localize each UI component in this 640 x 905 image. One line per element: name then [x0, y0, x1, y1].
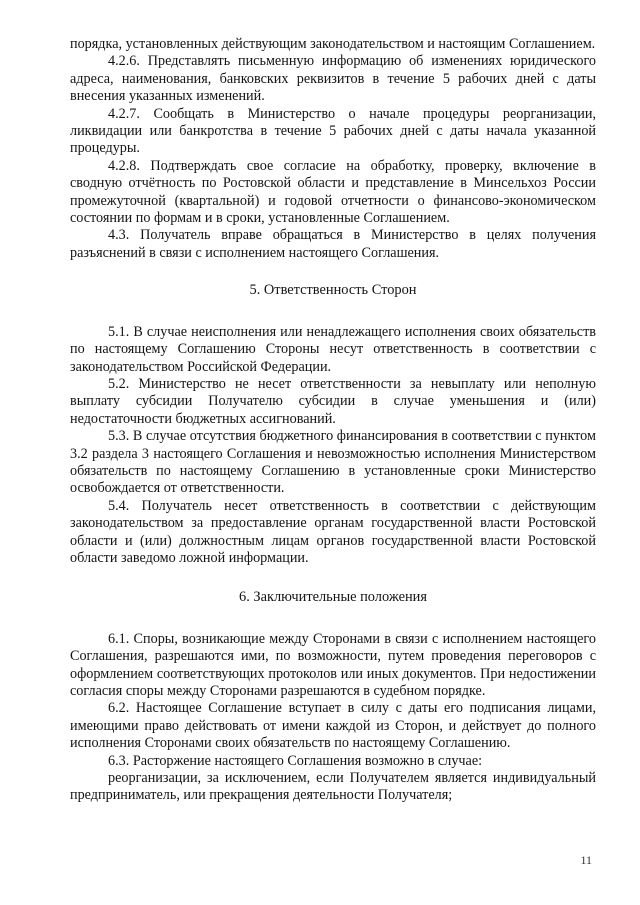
paragraph-6-1: 6.1. Споры, возникающие между Сторонами в связи с исполнением настоящего Соглашения, разрешаются ими, по возможности, путем проведения переговоров с оформлением соответствующих протоколов или иных документов. При недостижении согласия споры между Сторонами разрешаются в судебном порядке. — [70, 630, 596, 699]
page-number: 11 — [580, 853, 592, 867]
section-5-heading: 5. Ответственность Сторон — [249, 282, 417, 299]
paragraph-4-2-8: 4.2.8. Подтверждать свое согласие на обработку, проверку, включение в сводную отчётность по Ростовской области и представление в Минсельхоз России промежуточной (квартальной) и годовой отчетности о финансово-экономическом состоянии по формам и в сроки, установленные Соглашением. — [70, 157, 596, 227]
paragraph-5-4: 5.4. Получатель несет ответственность в соответствии с действующим законодательством за предоставление органам государственной власти Ростовской области и (или) должностным лицам органов государственной власти Ростовской области заведомо ложной информации. — [70, 497, 596, 566]
spacer — [70, 262, 596, 282]
paragraph-continuation: порядка, установленных действующим законодательством и настоящим Соглашением. — [70, 36, 596, 52]
spacer — [70, 300, 596, 324]
section-6-heading: 6. Заключительные положения — [239, 589, 427, 606]
spacer — [70, 567, 596, 589]
paragraph-5-2: 5.2. Министерство не несет ответственности за невыплату или неполную выплату субсидии Получателю субсидии в случае уменьшения и (или) недостаточности бюджетных ассигнований. — [70, 375, 596, 427]
paragraph-4-2-7: 4.2.7. Сообщать в Министерство о начале процедуры реорганизации, ликвидации или банкротства в течение 5 рабочих дней с даты начала указанной процедуры. — [70, 105, 596, 157]
paragraph-6-3: 6.3. Расторжение настоящего Соглашения возможно в случае: — [108, 752, 483, 769]
paragraph-4-3: 4.3. Получатель вправе обращаться в Министерство в целях получения разъяснений в связи с исполнением настоящего Соглашения. — [70, 227, 596, 261]
document-page — [70, 36, 596, 805]
paragraph-5-3: 5.3. В случае отсутствия бюджетного финансирования в соответствии с пунктом 3.2 раздела 3 настоящего Соглашения и невозможностью исполнения Министерством обязательств по настоящему Соглашению в установленные сроки Министерство освобождается от ответственности. — [70, 428, 596, 497]
paragraph-6-2: 6.2. Настоящее Соглашение вступает в силу с даты его подписания лицами, имеющими право действовать от имени каждой из Сторон, и действует до полного исполнения Сторонами своих обязательств по настоящему Соглашению. — [70, 700, 596, 752]
spacer — [70, 607, 596, 631]
paragraph-5-1: 5.1. В случае неисполнения или ненадлежащего исполнения своих обязательств по настоящему Соглашению Стороны несут ответственность в соответствии с законодательством Российской Федерации. — [70, 323, 596, 375]
paragraph-4-2-6: 4.2.6. Представлять письменную информацию об изменениях юридического адреса, наименования, банковских реквизитов в течение 5 рабочих дней с даты внесения указанных изменений. — [70, 53, 596, 105]
paragraph-6-3-item: реорганизации, за исключением, если Получателем является индивидуальный предприниматель, или прекращения деятельности Получателя; — [70, 770, 596, 804]
